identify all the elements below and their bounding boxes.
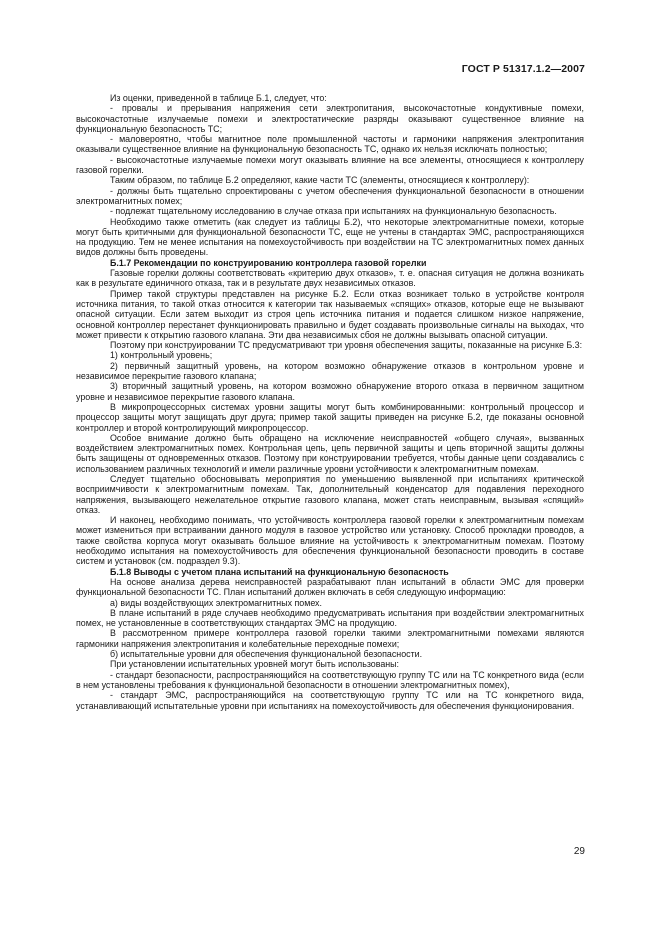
paragraph: Из оценки, приведенной в таблице Б.1, следует, что: [110,93,327,103]
paragraph: Газовые горелки должны соответствовать «критерию двух отказов», т. е. опасная ситуация не должна возникать как в результате единичного отказа, так и в результате двух независимых отказов. [76,268,584,289]
paragraph: В рассмотренном примере контроллера газовой горелки такими электромагнитными помехами являются гармоники напряжения электропитания и колебательные переходные помехи; [76,628,584,649]
paragraph: Следует тщательно обосновывать мероприятия по уменьшению выявленной при испытаниях критической восприимчивости к электромагнитным помехам. Так, дополнительный конденсатор для подавления переходного напряжения, вызывающего нежелательное открытие газового клапана, может стать неисправным, вызывая «спящий» отказ. [76,473,584,515]
paragraph: - стандарт ЭМС, распространяющийся на соответствующую группу ТС или на ТС конкретного вида, устанавливающий испытательные уровни при испытаниях на помехоустойчивость для обеспечения функционирования. [76,690,584,711]
paragraph: - высокочастотные излучаемые помехи могут оказывать влияние на все элементы, относящиеся к контроллеру газовой горелки. [76,154,584,176]
document-header: ГОСТ Р 51317.1.2—2007 [461,63,585,75]
paragraph: - подлежат тщательному исследованию в случае отказа при испытаниях на функциональную безопасность. [110,206,557,217]
paragraph: Необходимо также отметить (как следует из таблицы Б.2), что некоторые электромагнитные помехи, которые могут быть критичными для функциональной безопасности ТС, еще не учтены в стандартах ЭМС, распространяющихся на продукцию. Тем не менее испытания на помехоустойчивость при воздействии на ТС электромагнитных помех данных видов должны быть проведены. [76,216,584,258]
paragraph: Особое внимание должно быть обращено на исключение неисправностей «общего случая», вызванных воздействием электромагнитных помех. Контрольная цепь, цепь первичной защиты и цепь вторичной защиты должны быть защищены от одновременных отказов. Поэтому при конструировании требуется, чтобы данные цепи создавались с использованием различных технологий и имели различные уровни устойчивости к электромагнитным помехам. [76,432,584,474]
paragraph: - должны быть тщательно спроектированы с учетом обеспечения функциональной безопасности в отношении электромагнитных помех; [76,185,584,206]
document-body [76,93,584,711]
paragraph: 1) контрольный уровень; [110,350,213,361]
page-number: 29 [573,846,585,857]
paragraph: - стандарт безопасности, распространяющийся на соответствующую группу ТС или на ТС конкретного вида (если в нем установлены требования к функциональной безопасности в отношении электромагнитных помех), [76,669,584,690]
section-heading: Б.1.7 Рекомендации по конструированию контроллера газовой горелки [110,257,427,268]
paragraph: 2) первичный защитный уровень, на котором возможно обнаружение отказов в контрольном уровне и независимое перекрытие газового клапана; [76,360,584,382]
paragraph: б) испытательные уровни для обеспечения функциональной безопасности. [110,649,423,660]
section-heading: Б.1.8 Выводы с учетом плана испытаний на функциональную безопасность [110,566,449,577]
paragraph: При установлении испытательных уровней могут быть использованы: [110,659,400,670]
paragraph: Пример такой структуры представлен на рисунке Б.2. Если отказ возникает только в устройстве контроля источника питания, то такой отказ относится к категории так называемых «спящих» отказов, которые еще не вызывают опасной ситуации. Если затем выходит из строя цепь источника питания и подается слишком низкое напряжение, основной контроллер перестанет функционировать правильно и будет создавать произвольные сигналы на выходах, что может привести к открытию газового клапана. Эти два независимых сбоя не должны вызывать опасной ситуации. [76,288,584,340]
paragraph: - провалы и прерывания напряжения сети электропитания, высокочастотные кондуктивные помехи, высокочастотные излучаемые помехи и электростатические разряды оказывают существенное влияние на функциональную безопасность ТС; [76,103,584,134]
paragraph: И наконец, необходимо понимать, что устойчивость контроллера газовой горелки к электромагнитным помехам может измениться при встраивании данного модуля в газовое устройство или установку. Способ прокладки проводов, а также свойства корпуса могут оказывать большое влияние на устойчивость к электромагнитным помехам. Поэтому необходимо испытания на помехоустойчивость для обеспечения функциональной безопасности проводить в составе систем и установок (см. подраздел 9.3). [76,515,584,567]
paragraph: В микропроцессорных системах уровни защиты могут быть комбинированными: контрольный процессор и процессор защиты могут защищать друг друга; пример такой защиты приведен на рисунке Б.2, где показаны основной контроллер и второй контролирующий микропроцессор. [76,401,584,433]
paragraph: а) виды воздействующих электромагнитных помех. [110,597,322,608]
paragraph: - маловероятно, чтобы магнитное поле промышленной частоты и гармоники напряжения электропитания оказывали существенное влияние на функциональную безопасность ТС, однако их нельзя исключать полностью; [76,134,584,155]
paragraph: Поэтому при конструировании ТС предусматривают три уровня обеспечения защиты, показанные на рисунке Б.3: [110,340,583,351]
paragraph: Таким образом, по таблице Б.2 определяют, какие части ТС (элементы, относящиеся к контроллеру): [110,175,530,186]
paragraph: На основе анализа дерева неисправностей разрабатывают план испытаний в области ЭМС для проверки функциональной безопасности ТС. План испытаний должен включать в себя следующую информацию: [76,576,584,598]
paragraph: 3) вторичный защитный уровень, на котором возможно обнаружение второго отказа в первичном защитном уровне и независимое перекрытие газового клапана. [76,381,584,402]
paragraph: В плане испытаний в ряде случаев необходимо предусматривать испытания при воздействии электромагнитных помех, не установленные в соответствующих стандартах ЭМС на продукцию. [76,607,584,629]
